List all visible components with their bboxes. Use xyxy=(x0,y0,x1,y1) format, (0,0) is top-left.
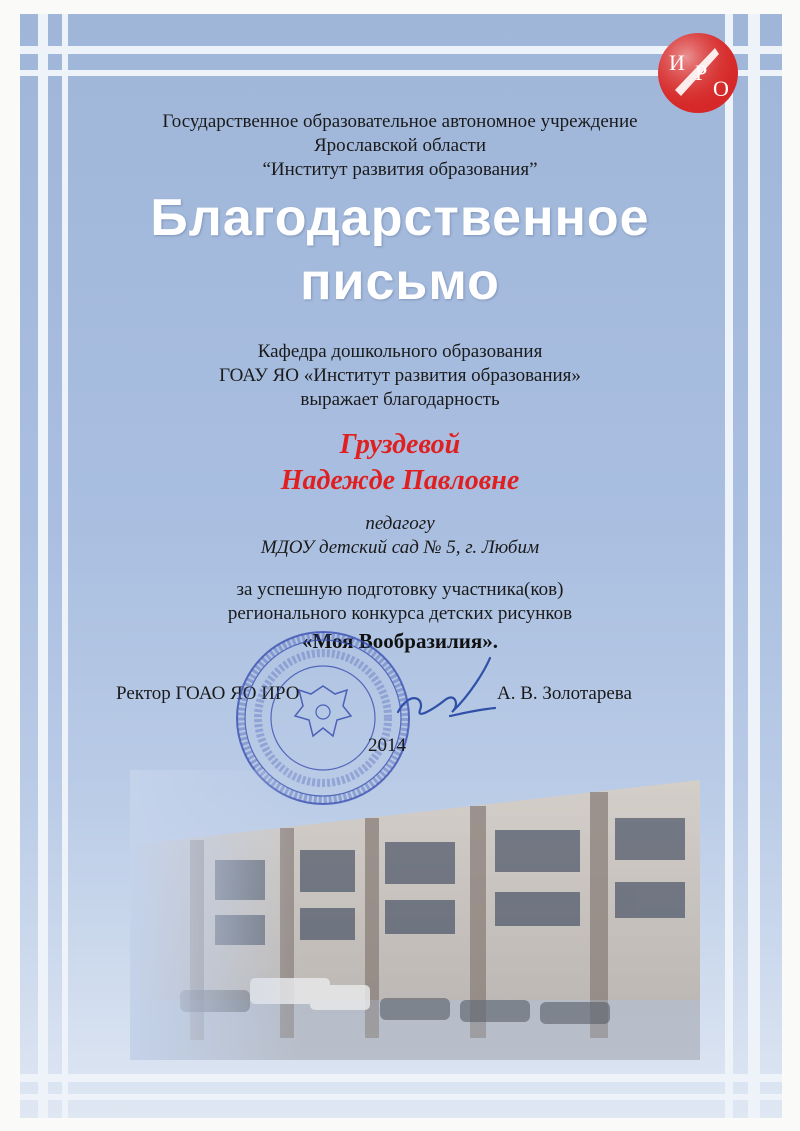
frame-stripe xyxy=(20,1094,782,1100)
department-line: Кафедра дошкольного образования xyxy=(257,341,543,362)
contest-name: «Моя Вообразилия». xyxy=(302,629,498,653)
signer-position: Ректор ГОАО ЯО ИРО xyxy=(116,683,300,704)
frame-stripe xyxy=(62,14,68,1118)
gratitude-line: выражает благодарность xyxy=(300,389,500,410)
frame-stripe xyxy=(748,14,760,1118)
signer-name: А. В. Золотарева xyxy=(497,683,632,704)
frame-stripe xyxy=(38,14,48,1118)
institute-building-photo xyxy=(130,770,700,1060)
frame-stripe xyxy=(20,1074,782,1082)
reason-line-1: за успешную подготовку участника(ков) xyxy=(236,579,564,600)
organization-line-2: Ярославской области xyxy=(314,135,486,156)
frame-stripe xyxy=(725,14,733,1118)
signature-year: 2014 xyxy=(368,735,406,756)
iro-logo-icon xyxy=(655,30,741,116)
organization-line-1: Государственное образовательное автономное учреждение xyxy=(162,111,638,132)
recipient-surname: Груздевой xyxy=(339,429,461,460)
certificate-title-line-1: Благодарственное xyxy=(150,189,650,247)
organization-line-3: “Институт развития образования” xyxy=(262,159,538,180)
reason-line-2: регионального конкурса детских рисунков xyxy=(227,603,573,624)
certificate-title-line-2: письмо xyxy=(300,253,500,311)
svg-text:И: И xyxy=(669,50,685,75)
recipient-workplace: МДОУ детский сад № 5, г. Любим xyxy=(260,537,540,558)
svg-text:О: О xyxy=(713,76,729,101)
institute-line: ГОАУ ЯО «Институт развития образования» xyxy=(219,365,581,386)
recipient-given-name: Надежде Павловне xyxy=(280,465,520,496)
recipient-role: педагогу xyxy=(365,513,435,534)
svg-text:Р: Р xyxy=(695,60,708,85)
